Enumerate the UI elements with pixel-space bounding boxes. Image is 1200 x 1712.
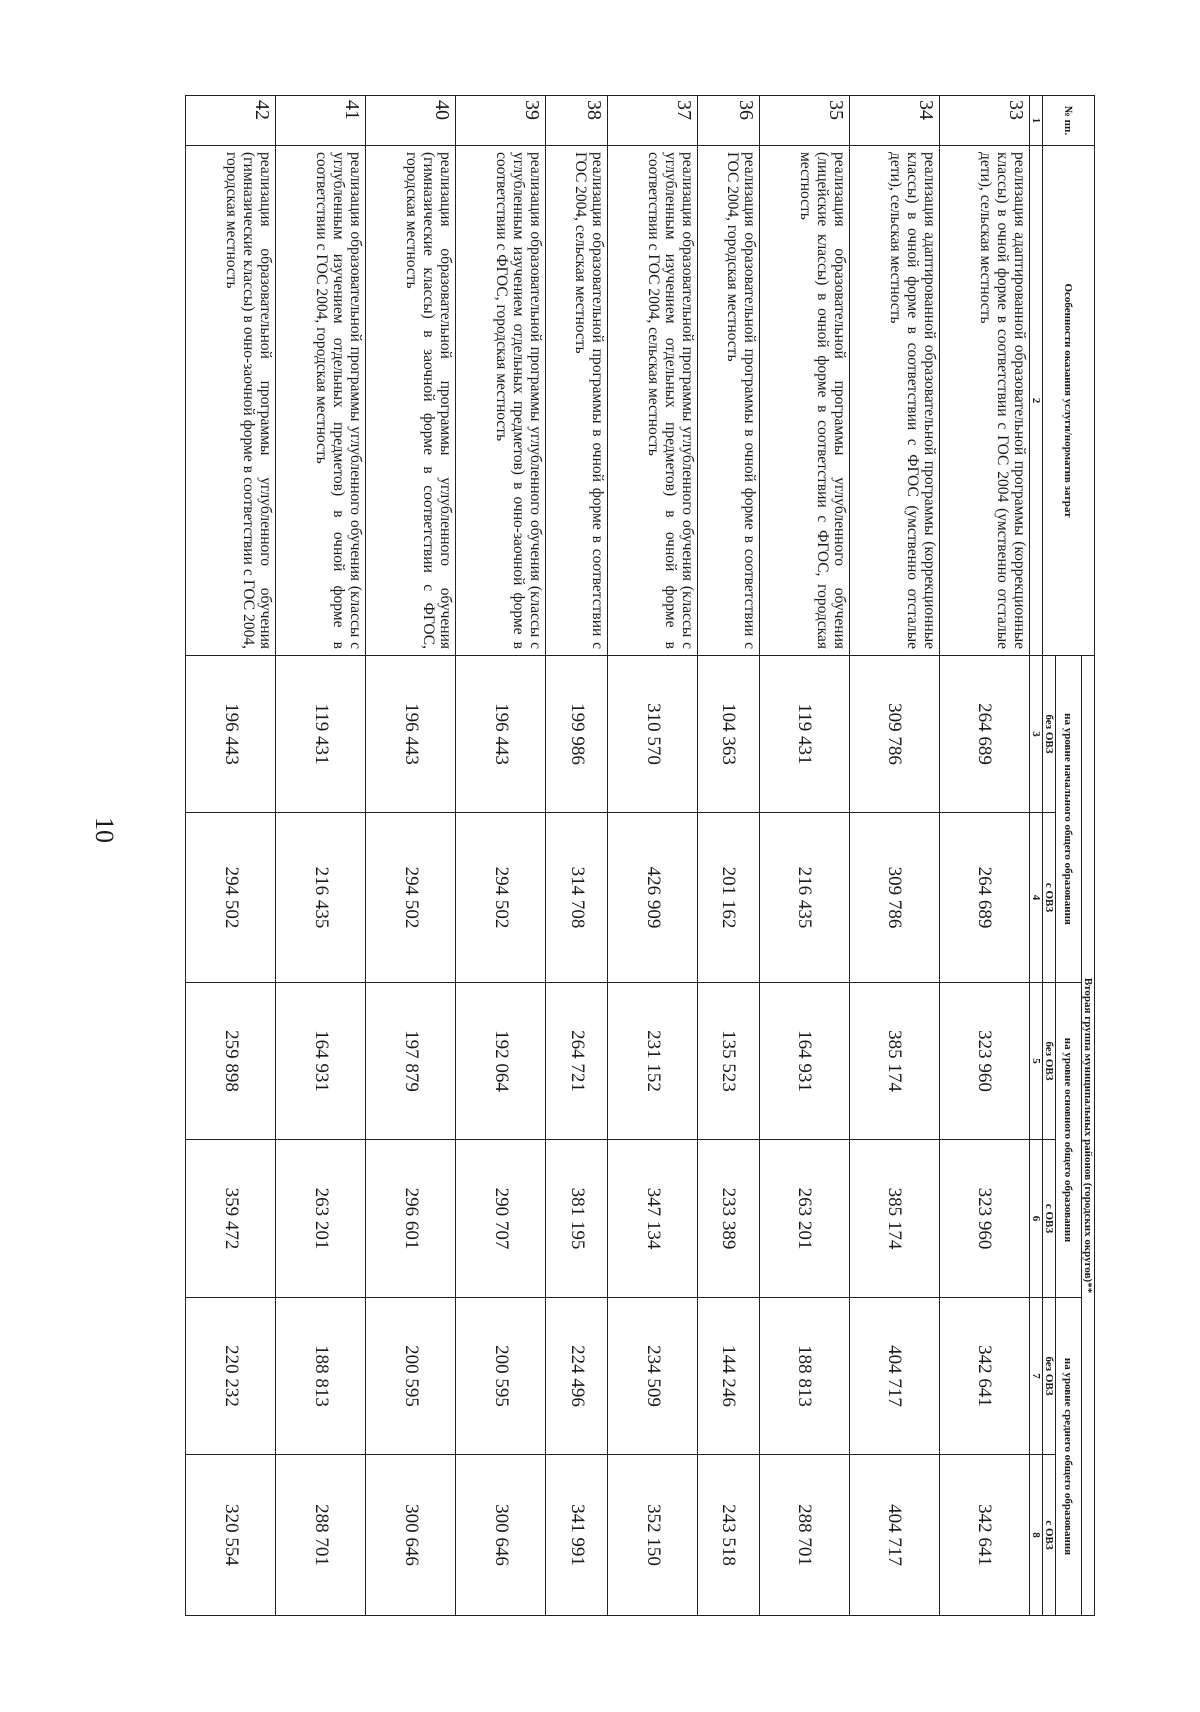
cost-value: 347 134 (608, 1140, 698, 1298)
table-row (546, 96, 608, 1616)
cost-value: 300 646 (366, 1455, 456, 1616)
header-without-ovz: без ОВЗ (1043, 656, 1056, 813)
row-number: 41 (276, 96, 366, 146)
cost-value: 196 443 (456, 656, 546, 813)
row-description: реализация адаптированной образовательной программы (коррекционные классы) в очной форме в соответствии с ФГОС (умственно отсталые дети), сельская местность (849, 146, 939, 656)
table-row (849, 96, 939, 1616)
cost-value: 196 443 (186, 656, 276, 813)
header-without-ovz: без ОВЗ (1043, 1298, 1056, 1455)
cost-value: 385 174 (849, 983, 939, 1140)
cost-value: 259 898 (186, 983, 276, 1140)
rotated-table-wrapper (185, 95, 1095, 1615)
cost-norms-table (185, 95, 1095, 1616)
cost-value: 342 641 (939, 1455, 1029, 1616)
cost-value: 234 509 (608, 1298, 698, 1455)
header-level-basic: на уровне основного общего образования (1056, 983, 1082, 1298)
cost-value: 188 813 (759, 1298, 849, 1455)
table-row (939, 96, 1029, 1616)
column-number: 7 (1030, 1298, 1043, 1455)
header-level-secondary: на уровне среднего общего образования (1056, 1298, 1082, 1616)
cost-value: 294 502 (366, 813, 456, 983)
row-number: 36 (698, 96, 760, 146)
table-row (186, 96, 276, 1616)
cost-value: 288 701 (276, 1455, 366, 1616)
cost-value: 314 708 (546, 813, 608, 983)
cost-value: 264 721 (546, 983, 608, 1140)
cost-value: 263 201 (276, 1140, 366, 1298)
page-number: 10 (90, 817, 119, 843)
cost-value: 263 201 (759, 1140, 849, 1298)
cost-value: 310 570 (608, 656, 698, 813)
cost-value: 323 960 (939, 983, 1029, 1140)
column-number: 6 (1030, 1140, 1043, 1298)
cost-value: 300 646 (456, 1455, 546, 1616)
cost-value: 197 879 (366, 983, 456, 1140)
cost-value: 144 246 (698, 1298, 760, 1455)
column-number: 2 (1030, 146, 1043, 656)
cost-value: 296 601 (366, 1140, 456, 1298)
row-number: 33 (939, 96, 1029, 146)
cost-value: 200 595 (366, 1298, 456, 1455)
cost-value: 119 431 (759, 656, 849, 813)
cost-value: 381 195 (546, 1140, 608, 1298)
cost-value: 404 717 (849, 1455, 939, 1616)
cost-value: 119 431 (276, 656, 366, 813)
row-description: реализация образовательной программы в очной форме в соответствии с ГОС 2004, сельская местность (546, 146, 608, 656)
table-row (276, 96, 366, 1616)
cost-value: 164 931 (759, 983, 849, 1140)
cost-value: 288 701 (759, 1455, 849, 1616)
cost-value: 231 152 (608, 983, 698, 1140)
cost-value: 309 786 (849, 656, 939, 813)
table-row (608, 96, 698, 1616)
cost-value: 359 472 (186, 1140, 276, 1298)
row-number: 34 (849, 96, 939, 146)
row-description: реализация образовательной программы углубленного обучения (классы с углубленным изучением отдельных предметов) в очно-заочной форме в соответствии с ФГОС, городская местность (456, 146, 546, 656)
cost-value: 341 991 (546, 1455, 608, 1616)
cost-value: 294 502 (456, 813, 546, 983)
row-description: реализация образовательной программы углубленного обучения (гимназические классы) в очно-заочной форме в соответствии с ГОС 2004, городская местность (186, 146, 276, 656)
row-number: 37 (608, 96, 698, 146)
header-with-ovz: с ОВЗ (1043, 1140, 1056, 1298)
cost-value: 188 813 (276, 1298, 366, 1455)
row-number: 38 (546, 96, 608, 146)
column-number: 5 (1030, 983, 1043, 1140)
table-row (366, 96, 456, 1616)
cost-value: 352 150 (608, 1455, 698, 1616)
row-number: 40 (366, 96, 456, 146)
column-number: 1 (1030, 96, 1043, 146)
cost-value: 135 523 (698, 983, 760, 1140)
table-row (759, 96, 849, 1616)
cost-value: 342 641 (939, 1298, 1029, 1455)
cost-value: 104 363 (698, 656, 760, 813)
table-body (186, 96, 1030, 1616)
cost-value: 216 435 (276, 813, 366, 983)
cost-value: 220 232 (186, 1298, 276, 1455)
header-level-primary: на уровне начального общего образования (1056, 656, 1082, 983)
cost-value: 233 389 (698, 1140, 760, 1298)
header-description: Особенности оказания услуги/норматив затрат (1043, 146, 1095, 656)
cost-value: 201 162 (698, 813, 760, 983)
table-header (1030, 96, 1095, 1616)
header-without-ovz: без ОВЗ (1043, 983, 1056, 1140)
cost-value: 309 786 (849, 813, 939, 983)
cost-value: 323 960 (939, 1140, 1029, 1298)
cost-value: 385 174 (849, 1140, 939, 1298)
cost-value: 426 909 (608, 813, 698, 983)
row-description: реализация образовательной программы углубленного обучения (классы с углубленным изучением отдельных предметов) в очной форме в соответствии с ГОС 2004, городская местность (276, 146, 366, 656)
cost-value: 294 502 (186, 813, 276, 983)
header-with-ovz: с ОВЗ (1043, 813, 1056, 983)
header-number: № пп. (1043, 96, 1095, 146)
cost-value: 320 554 (186, 1455, 276, 1616)
cost-value: 224 496 (546, 1298, 608, 1455)
column-number: 3 (1030, 656, 1043, 813)
column-number: 4 (1030, 813, 1043, 983)
cost-value: 290 707 (456, 1140, 546, 1298)
row-description: реализация адаптированной образовательной программы (коррекционные классы) в очной форме в соответствии с ГОС 2004 (умственно отсталые дети), сельская местность (939, 146, 1029, 656)
cost-value: 264 689 (939, 656, 1029, 813)
cost-value: 196 443 (366, 656, 456, 813)
cost-value: 200 595 (456, 1298, 546, 1455)
row-number: 42 (186, 96, 276, 146)
row-number: 35 (759, 96, 849, 146)
row-description: реализация образовательной программы в очной форме в соответствии с ГОС 2004, городская местность (698, 146, 760, 656)
cost-value: 164 931 (276, 983, 366, 1140)
row-number: 39 (456, 96, 546, 146)
table-row (698, 96, 760, 1616)
header-with-ovz: с ОВЗ (1043, 1455, 1056, 1616)
row-description: реализация образовательной программы углубленного обучения (лицейские классы) в очной форме в соответствии с ФГОС, городская местность (759, 146, 849, 656)
cost-value: 192 064 (456, 983, 546, 1140)
cost-value: 264 689 (939, 813, 1029, 983)
cost-value: 243 518 (698, 1455, 760, 1616)
cost-value: 404 717 (849, 1298, 939, 1455)
cost-value: 199 986 (546, 656, 608, 813)
table-row (456, 96, 546, 1616)
cost-value: 216 435 (759, 813, 849, 983)
row-description: реализация образовательной программы углубленного обучения (классы с углубленным изучением отдельных предметов) в очной форме в соответствии с ГОС 2004, сельская местность (608, 146, 698, 656)
column-number: 8 (1030, 1455, 1043, 1616)
row-description: реализация образовательной программы углубленного обучения (гимназические классы) в заочной форме в соответствии с ФГОС, городская местность (366, 146, 456, 656)
header-group-title: Вторая группа муниципальных районов (городских округов)** (1082, 656, 1095, 1616)
